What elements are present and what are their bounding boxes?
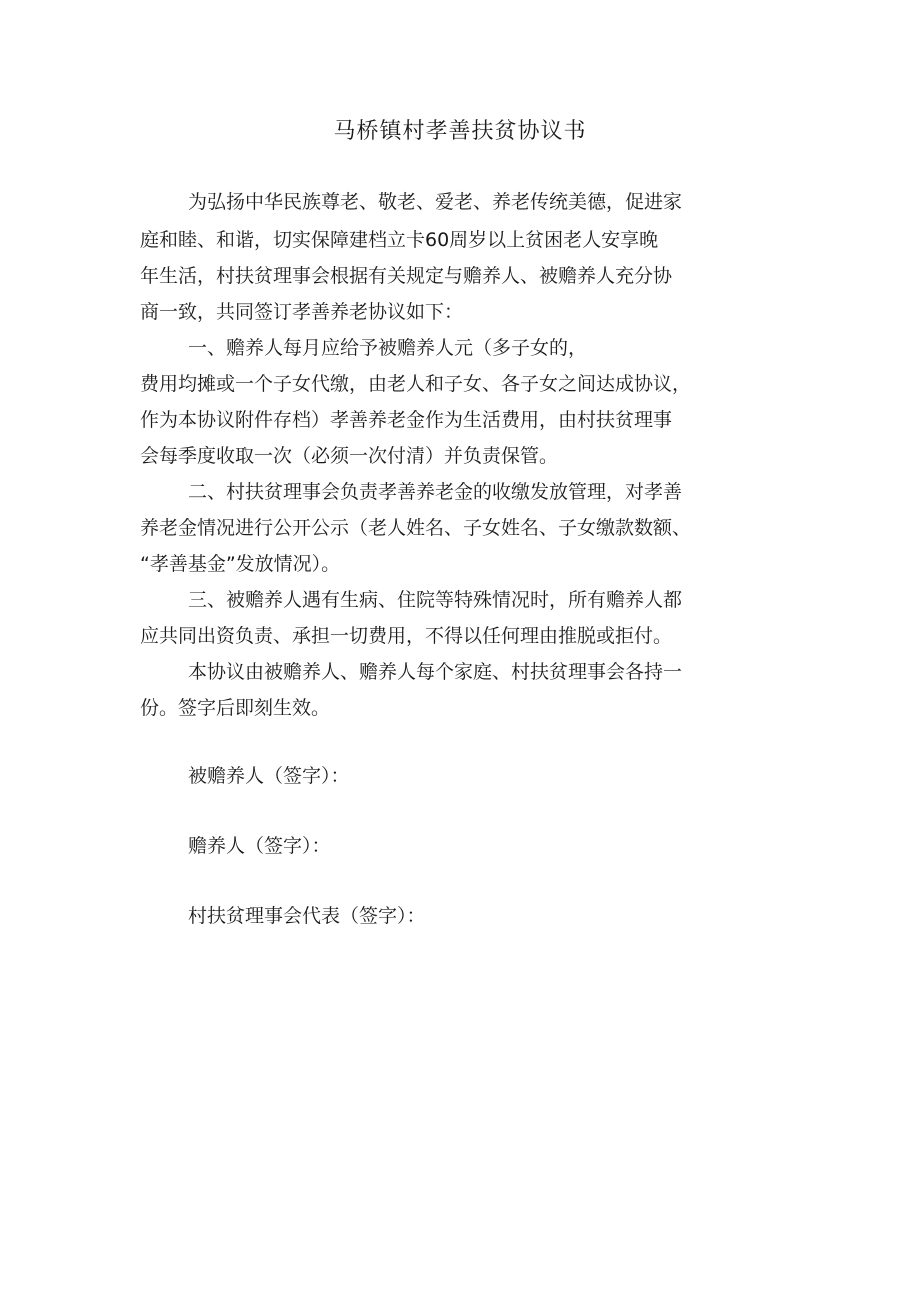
paragraph-2-line-4: 会每季度收取一次（必须一次付清）并负责保管。: [140, 445, 559, 467]
paragraph-4-line-2: 应共同出资负责、承担一切费用，不得以任何理由推脱或拒付。: [140, 625, 673, 647]
paragraph-5-line-1: 本协议由被赡养人、赡养人每个家庭、村扶贫理事会各持一: [188, 661, 683, 683]
paragraph-4-line-1: 三、被赡养人遇有生病、住院等特殊情况时，所有赡养人都: [188, 589, 683, 611]
paragraph-5-line-2: 份。签字后即刻生效。: [140, 697, 331, 719]
signature-supporter: 赡养人（签字）：: [188, 835, 331, 857]
paragraph-2-line-2: 费用均摊或一个子女代缴，由老人和子女、各子女之间达成协议，: [140, 373, 692, 395]
document-title: 马桥镇村孝善扶贫协议书: [333, 119, 587, 144]
signature-supported-person: 被赡养人（签字）：: [188, 765, 350, 787]
paragraph-2-line-3: 作为本协议附件存档）孝善养老金作为生活费用，由村扶贫理事: [140, 409, 673, 431]
paragraph-3-line-3: “孝善基金”发放情况）。: [140, 553, 341, 575]
paragraph-3-line-2: 养老金情况进行公开公示（老人姓名、子女姓名、子女缴款数额、: [140, 517, 692, 539]
paragraph-1-line-2: 庭和睦、和谐，切实保障建档立卡60周岁以上贫困老人安享晚: [140, 229, 659, 251]
paragraph-1-line-3: 年生活，村扶贫理事会根据有关规定与赡养人、被赡养人充分协: [140, 265, 673, 287]
signature-council-representative: 村扶贫理事会代表（签字）：: [188, 905, 426, 927]
paragraph-2-line-1: 一、赡养人每月应给予被赡养人元（多子女的，: [188, 337, 588, 359]
paragraph-1-line-1: 为弘扬中华民族尊老、敬老、爱老、养老传统美德，促进家: [188, 191, 683, 213]
paragraph-3-line-1: 二、村扶贫理事会负责孝善养老金的收缴发放管理，对孝善: [188, 481, 683, 503]
paragraph-1-line-4: 商一致，共同签订孝善养老协议如下：: [140, 301, 464, 323]
